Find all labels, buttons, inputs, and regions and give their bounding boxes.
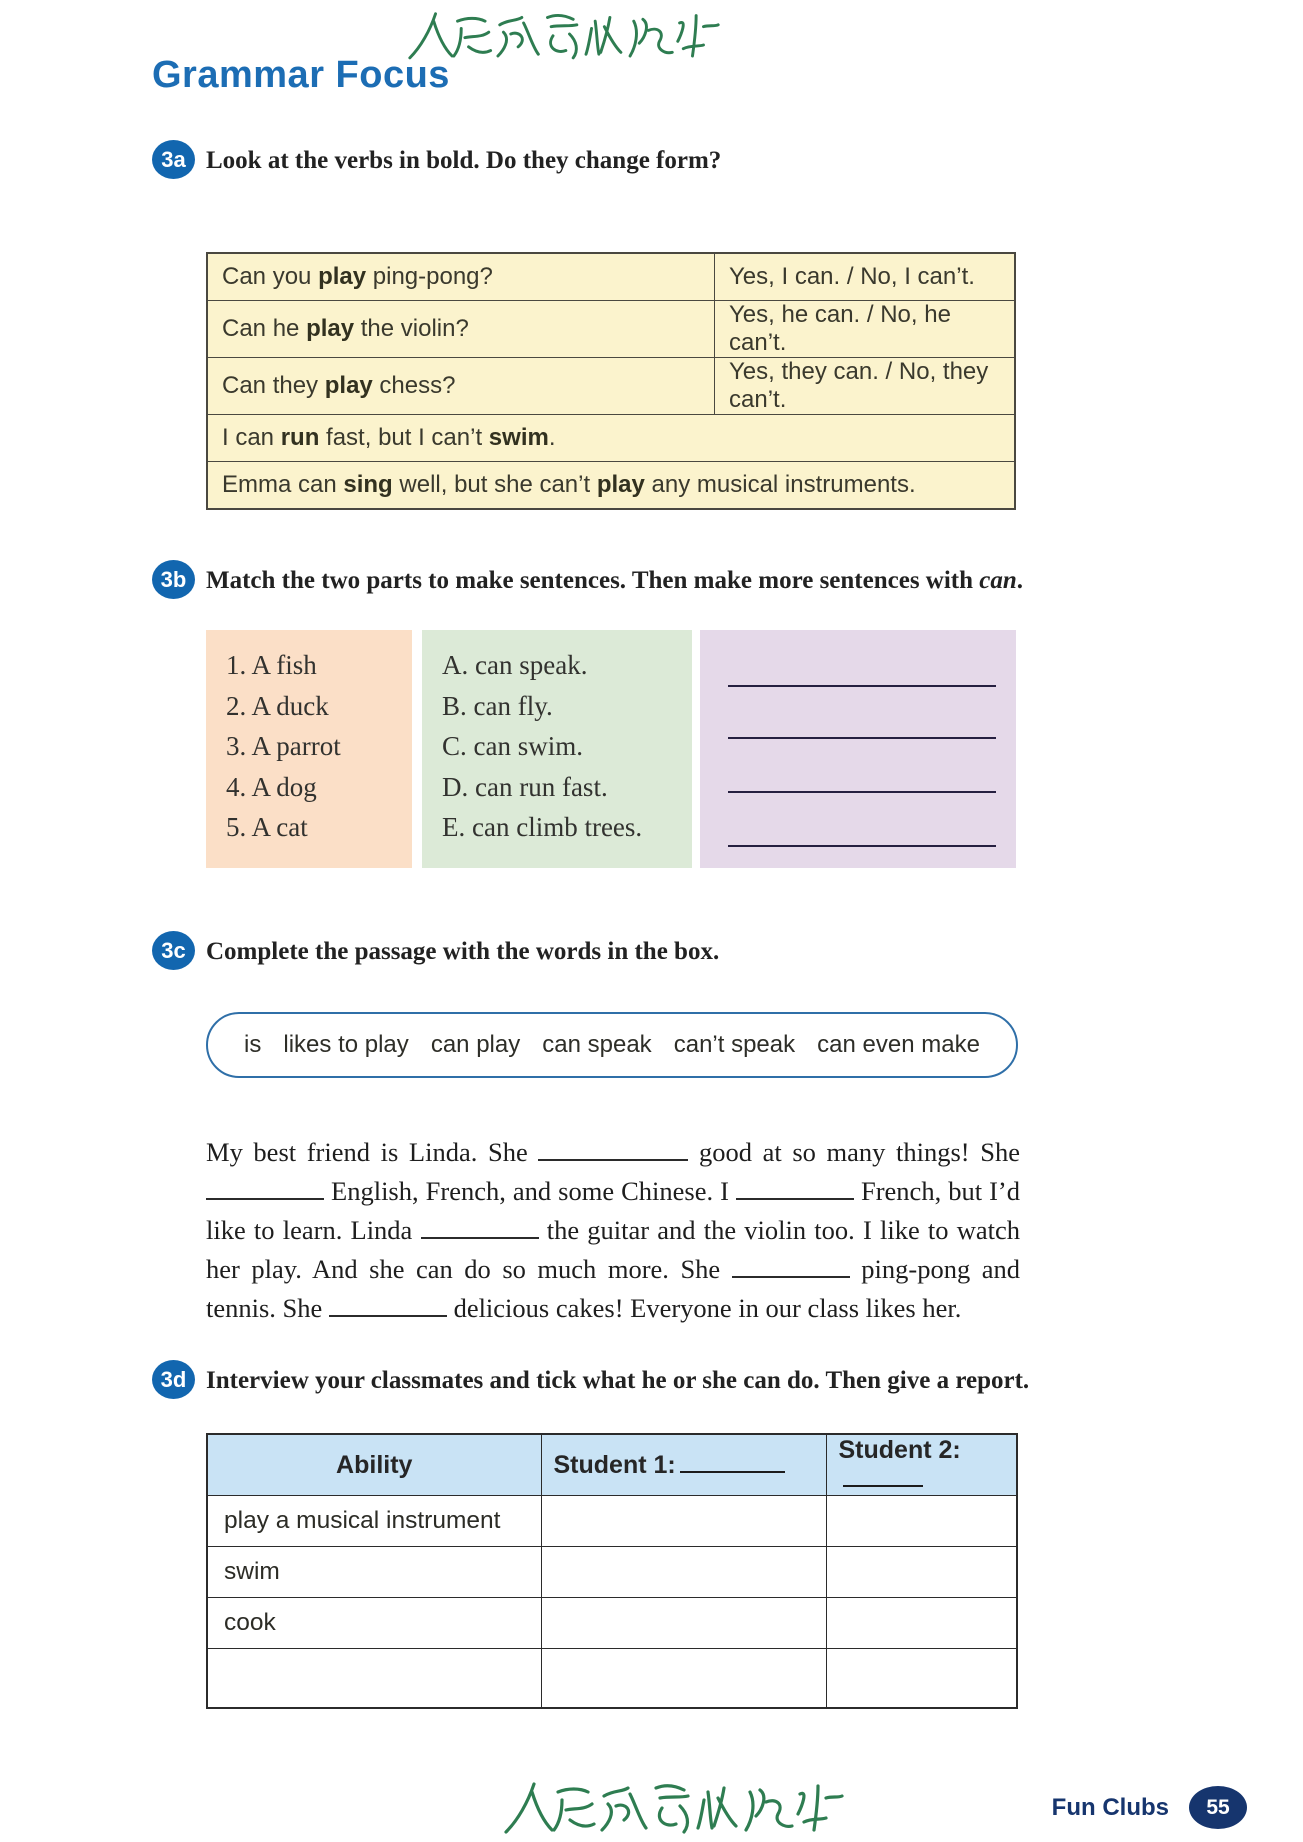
fill-blank[interactable] [421, 1223, 539, 1239]
matching-item: 5. A cat [226, 812, 308, 842]
grammar-row [207, 358, 1015, 415]
matching-item: 3. A parrot [226, 731, 341, 761]
fill-blank[interactable] [732, 1262, 850, 1278]
tick-cell[interactable] [826, 1598, 1017, 1649]
ability-cell: swim [207, 1547, 541, 1598]
tick-cell[interactable] [541, 1649, 826, 1709]
tick-cell[interactable] [541, 1547, 826, 1598]
section-badge-3d: 3d [152, 1360, 195, 1399]
grammar-table [206, 252, 1016, 510]
grammar-row [207, 253, 1015, 301]
matching-item: A. can speak. [442, 650, 588, 680]
matching-right-box [422, 630, 692, 868]
publisher-watermark-bottom [478, 1776, 870, 1836]
ability-cell: cook [207, 1598, 541, 1649]
grammar-row [207, 301, 1015, 358]
question-cell: Can they play chess? [207, 358, 715, 415]
tick-cell[interactable] [541, 1496, 826, 1547]
matching-item: 4. A dog [226, 771, 317, 802]
ability-cell[interactable] [207, 1649, 541, 1709]
matching-item: C. can swim. [442, 731, 583, 761]
section-badge-3b: 3b [152, 560, 195, 599]
word-bank-item: can play [430, 1031, 521, 1058]
matching-item: E. can climb trees. [442, 812, 643, 842]
tick-cell[interactable] [826, 1496, 1017, 1547]
table-row [207, 1598, 1017, 1649]
heading-3c: Complete the passage with the words in the box. [206, 938, 720, 965]
word-bank-item: can speak [542, 1031, 652, 1058]
question-cell: Can he play the violin? [207, 301, 715, 358]
grammar-row [207, 462, 1015, 510]
heading-3d: Interview your classmates and tick what he or she can do. Then give a report. [206, 1367, 1030, 1394]
answer-line[interactable] [728, 737, 996, 739]
answer-line[interactable] [728, 845, 996, 847]
page-footer [1052, 1786, 1247, 1829]
interview-table [206, 1433, 1018, 1709]
heading-3a: Look at the verbs in bold. Do they change form? [206, 147, 722, 174]
tick-cell[interactable] [826, 1649, 1017, 1709]
sentence-answers-box [700, 630, 1016, 868]
matching-item: B. can fly. [442, 690, 553, 721]
heading-3b: Match the two parts to make sentences. Then make more sentences with can. [206, 567, 1024, 594]
page-title: Grammar Focus [152, 54, 450, 96]
header-student1[interactable]: Student 1: [541, 1434, 826, 1496]
answer-cell: Yes, he can. / No, he can’t. [715, 301, 1016, 358]
grammar-row [207, 415, 1015, 462]
fill-blank[interactable] [843, 1471, 923, 1487]
matching-item: 2. A duck [226, 690, 329, 721]
fill-blank[interactable] [680, 1457, 785, 1473]
answer-line[interactable] [728, 791, 996, 793]
matching-left-box [206, 630, 412, 868]
word-bank [206, 1012, 1018, 1078]
question-cell: Can you play ping-pong? [207, 253, 715, 301]
fill-blank[interactable] [736, 1184, 854, 1200]
header-student2[interactable]: Student 2: [826, 1434, 1017, 1496]
table-row [207, 1547, 1017, 1598]
word-bank-item: can even make [817, 1031, 980, 1058]
ability-cell: play a musical instrument [207, 1496, 541, 1547]
tick-cell[interactable] [541, 1598, 826, 1649]
header-ability: Ability [207, 1434, 541, 1496]
answer-cell: Yes, I can. / No, I can’t. [715, 253, 1016, 301]
statement-cell: I can run fast, but I can’t swim. [207, 415, 1015, 462]
statement-cell: Emma can sing well, but she can’t play any musical instruments. [207, 462, 1015, 510]
section-badge-3c: 3c [152, 931, 195, 970]
fill-blank[interactable] [538, 1145, 688, 1161]
matching-item: D. can run fast. [442, 771, 608, 802]
word-bank-item: is [244, 1031, 262, 1058]
fill-blank[interactable] [329, 1301, 447, 1317]
table-row [207, 1649, 1017, 1709]
publisher-watermark-top [408, 6, 720, 62]
tick-cell[interactable] [826, 1547, 1017, 1598]
answer-cell: Yes, they can. / No, they can’t. [715, 358, 1016, 415]
table-row [207, 1496, 1017, 1547]
word-bank-item: can’t speak [673, 1031, 796, 1058]
section-badge-3a: 3a [152, 140, 195, 179]
page-number-badge: 55 [1189, 1786, 1247, 1829]
cloze-passage: My best friend is Linda. She good at so many things! She English, French, and some Chinese. I French, but I’d like to learn. Linda the guitar and the violin too. I like to watch her play. And she can do so much more. She ping-pong and tennis. She delicious cakes! Everyone in our class likes her. [206, 1136, 1020, 1323]
word-bank-item: likes to play [283, 1031, 409, 1058]
answer-line[interactable] [728, 685, 996, 687]
unit-title: Fun Clubs [1051, 1793, 1169, 1821]
matching-item: 1. A fish [226, 650, 317, 680]
fill-blank[interactable] [206, 1184, 324, 1200]
